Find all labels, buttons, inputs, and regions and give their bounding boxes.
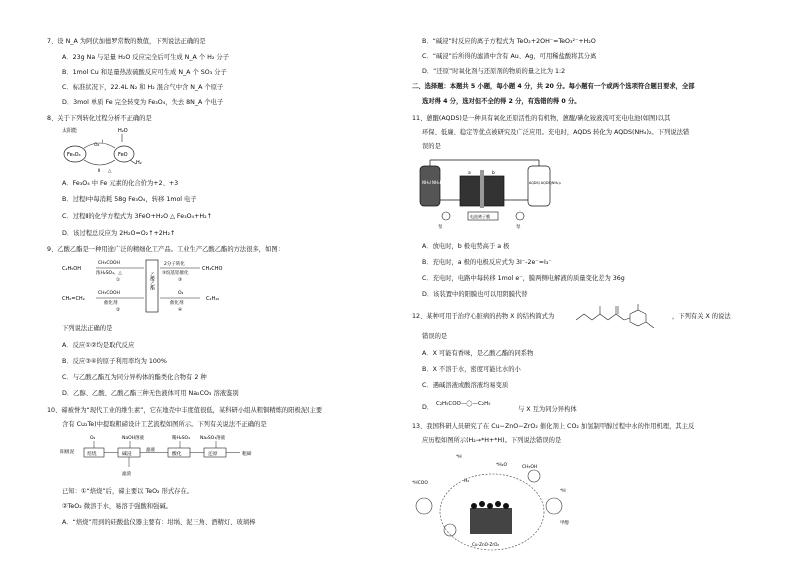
- q8-option-c: C．过程Ⅱ的化学方程式为 3FeO+H₂O △ Fe₃O₄+H₂↑: [62, 213, 212, 220]
- flow-acid: 稀H₂SO₄: [172, 436, 190, 441]
- q7-option-c: C．标准状况下，22.4L N₂ 和 H₂ 混合气中含 N_A 个原子: [62, 84, 224, 91]
- q8-cycle-diagram: [60, 124, 160, 176]
- right-column: [400, 0, 794, 562]
- q11-stem-line3: 误的是: [422, 143, 441, 150]
- o2-label: O₂: [94, 143, 100, 148]
- flow-step-roast: 焙烧: [87, 452, 97, 457]
- q7-option-d: D．3mol 单质 Fe 完全转变为 Fe₃O₄，失去 8N_A 个电子: [62, 99, 224, 106]
- q10-known-1: 已知：①“焙烧”后，碲主要以 TeO₂ 形式存在。: [62, 488, 194, 495]
- q12-option-d-formula: C₂H₅COO—◯—C₂H₅: [436, 401, 491, 407]
- flow-na2so3: Na₂SO₃溶液: [200, 436, 226, 441]
- q11-stem-line1: 11、蒽醌(AQDS)是一种具有氧化还原活性的有机物，蒽醌/碘化铵液流可充电电池(如图)以其: [412, 115, 671, 122]
- process-2-label: Ⅱ: [98, 169, 101, 174]
- electrode-b-label: b: [492, 171, 495, 176]
- q9-synthesis-diagram: [60, 256, 250, 318]
- left-tank-label: NH₄I NH₄I₃: [422, 180, 443, 185]
- q11-option-c: C．充电时，电路中每转移 1mol e⁻，膜两侧电解液的质量变化差为 36g: [422, 275, 625, 282]
- q13-stem-line2: 应历程如图所示(H₂→*H+*H)。下列说法错误的是: [422, 437, 562, 444]
- electrode-a-label: a: [468, 171, 471, 176]
- q12-option-c: C．遇碱溶液或酸溶液均易变质: [422, 382, 509, 389]
- flow-slag: 滤渣: [122, 472, 131, 477]
- condition-2: 催化剂: [104, 301, 118, 306]
- q12-option-a: A．X 可能有香味，是乙酸乙酯的同系物: [422, 350, 534, 357]
- reactant-acetaldehyde: CH₃CHO: [202, 266, 223, 272]
- feo-label: FeO: [118, 152, 128, 158]
- h2o-label: H₂O: [118, 128, 128, 134]
- label-h2o-top: *H₂O: [496, 463, 507, 468]
- step-3-number: ③: [178, 278, 183, 283]
- section-2-heading-line2: 选对得 4 分，选对但不全的得 2 分，有选错的得 0 分。: [422, 98, 581, 105]
- q7-stem: 7、设 N_A 为阿伏加德罗常数的数值，下列说法正确的是: [47, 38, 206, 45]
- fe3o4-label: Fe₃O₄: [67, 152, 81, 158]
- q13-stem-line1: 13、我国科研人员研究了在 Cu−ZnO−ZrO₂ 催化剂上 CO₂ 加氢制甲醇过程中水的作用机理，其主反: [412, 423, 695, 430]
- q9-option-a: A．反应①②均是取代反应: [62, 342, 135, 349]
- q8-stem: 8、关于下列转化过程分析不正确的是: [47, 115, 152, 122]
- flow-step-reduce: 还原: [208, 452, 218, 457]
- q10-option-b: B．“碱浸”时反应的离子方程式为 TeO₂+2OH⁻=TeO₃²⁻+H₂O: [422, 38, 596, 45]
- q9-stem: 9、乙酸乙酯是一种用途广泛的精细化工产品。工业生产乙酸乙酯的方法很多，如图：: [47, 246, 284, 253]
- label-ch3oh: CH₃OH: [522, 465, 538, 470]
- section-2-heading-line1: 二、选择题：本题共 5 小题，每小题 4 分，共 20 分。每小题有一个或两个选项符合题目要求，全部: [412, 83, 695, 90]
- condition-3-top: 2分子转化: [164, 262, 185, 267]
- q7-option-b: B．1mol Cu 和足量热浓硫酸反应可生成 N_A 个 SO₃ 分子: [62, 69, 227, 76]
- reagent-acetic-acid-bot: CH₃COOH: [98, 291, 120, 296]
- q11-stem-line2: 环保、低廉、稳定等优点被研究及广泛应用。充电时，AQDS 转化为 AQDS(NH₄)₂。下列说法错: [422, 129, 690, 136]
- q10-stem-line2: 含有 Cu₂Te)中提取粗碲设计工艺流程如图所示。下列有关说法不正确的是: [62, 421, 267, 428]
- q10-option-a: A．“焙烧”用到的硅酸盐仪器主要有：坩埚、泥三角、酒精灯、玻璃棒: [62, 519, 256, 526]
- label-methanol: 甲醇: [560, 521, 569, 526]
- step-1-number: ①: [116, 278, 121, 283]
- flow-start: 阳极泥: [60, 450, 75, 455]
- q11-option-b: B．充电时，a 极的电极反应式为 3I⁻-2e⁻=I₃⁻: [422, 259, 552, 266]
- q12-option-d-suffix: 与 X 互为同分异构体: [518, 406, 577, 413]
- step-4-number: ④: [178, 308, 183, 313]
- flow-naoh: NaOH溶液: [122, 436, 145, 441]
- center-ethyl-acetate: 乙酸乙酯: [149, 272, 155, 290]
- reactant-ethylene: CH₂=CH₂: [62, 296, 85, 302]
- label-catalyst: Cu-ZnO-ZrO₂: [472, 542, 500, 547]
- label-h-right: *H: [560, 489, 566, 494]
- flow-o2: O₂: [90, 436, 96, 441]
- q12-option-b: B．X 不溶于水，密度可能比水的小: [422, 366, 521, 373]
- condition-3-bot: ③烷基铝催化: [162, 271, 189, 276]
- q10-stem-line1: 10、碲被誉为“现代工业的维生素”，它在地壳中丰度值很低，某科研小组从粗铜精炼的阳极泥(主要: [47, 407, 323, 414]
- step-2-number: ②: [116, 308, 121, 313]
- q12-stem-tail: ，下列有关 X 的说法: [672, 313, 731, 320]
- q10-known-2: ②TeO₂ 微溶于水，易溶于强酸和强碱。: [62, 503, 172, 510]
- q11-option-a: A．放电时，b 极电势高于 a 极: [422, 243, 510, 250]
- sun-label: 太阳能: [62, 128, 78, 134]
- q9-option-d: D．乙醇、乙酸、乙酸乙酯三种无色液体可用 Na₂CO₃ 溶液鉴别: [62, 390, 239, 397]
- pump-left-label: 泵: [438, 225, 443, 230]
- q9-after-text: 下列说法正确的是: [62, 325, 113, 332]
- q13-mechanism-diagram: [410, 448, 580, 558]
- delta-label: △: [108, 169, 112, 174]
- q10-option-d: D．“还原”时氧化剂与还原剂的物质的量之比为 1:2: [422, 68, 566, 75]
- reactant-butane: C₄H₁₀: [206, 296, 220, 302]
- process-1-label: Ⅰ: [102, 140, 104, 145]
- q12-structure: [572, 300, 664, 334]
- q12-option-d-prefix: D．: [422, 404, 434, 411]
- reactant-ethanol: C₂H₅OH: [62, 266, 81, 272]
- q12-stem: 12、某种可用于治疗心脏病的药物 X 的结构简式为: [412, 313, 555, 320]
- condition-1: 浓H₂SO₄、△: [96, 271, 122, 276]
- q8-option-d: D．该过程总反应为 2H₂O=O₂↑+2H₂↑: [62, 230, 176, 237]
- flow-step-acidify: 酸化: [172, 452, 182, 457]
- q9-option-c: C．与乙酸乙酯互为同分异构体的酯类化合物有 2 种: [62, 374, 207, 381]
- condition-4-bot: 催化剂: [170, 301, 184, 306]
- h2-label: H₂: [136, 160, 142, 166]
- flow-step-alkali: 碱浸: [122, 452, 132, 457]
- q7-option-a: A．23g Na 与足量 H₂O 反应完全后可生成 N_A 个 H₂ 分子: [62, 54, 229, 61]
- flow-filtrate: 滤液: [146, 448, 155, 453]
- q11-battery-diagram: [416, 156, 566, 236]
- label-h2: H₂: [464, 479, 470, 484]
- q8-option-b: B．过程Ⅰ中每消耗 58g Fe₃O₄，转移 1mol 电子: [62, 196, 197, 203]
- flow-end: 粗碲: [242, 452, 252, 457]
- q11-option-d: D．该装置中的阳膜也可以用阴膜代替: [422, 291, 528, 298]
- q12-stem-line2: 错误的是: [422, 333, 448, 340]
- label-hcoo: *HCOO: [412, 481, 428, 486]
- right-tank-label: AQDS/ AQDS(NH₄)₂: [529, 181, 562, 185]
- q10-option-c: C．“碱浸”后所得的滤渣中含有 Au、Ag，可用稀盐酸将其分离: [422, 53, 597, 60]
- pump-right-label: 泵: [516, 225, 521, 230]
- label-h-top: *H: [456, 455, 462, 460]
- q8-option-a: A．Fe₃O₄ 中 Fe 元素的化合价为+2、+3: [62, 180, 179, 187]
- q10-flow-diagram: [60, 431, 290, 481]
- reagent-acetic-acid-top: CH₃COOH: [98, 261, 120, 266]
- q9-option-b: B．反应③④的原子利用率均为 100%: [62, 358, 167, 365]
- condition-4-top: O₂: [178, 291, 184, 296]
- membrane-label: 电池离子膜: [470, 214, 490, 219]
